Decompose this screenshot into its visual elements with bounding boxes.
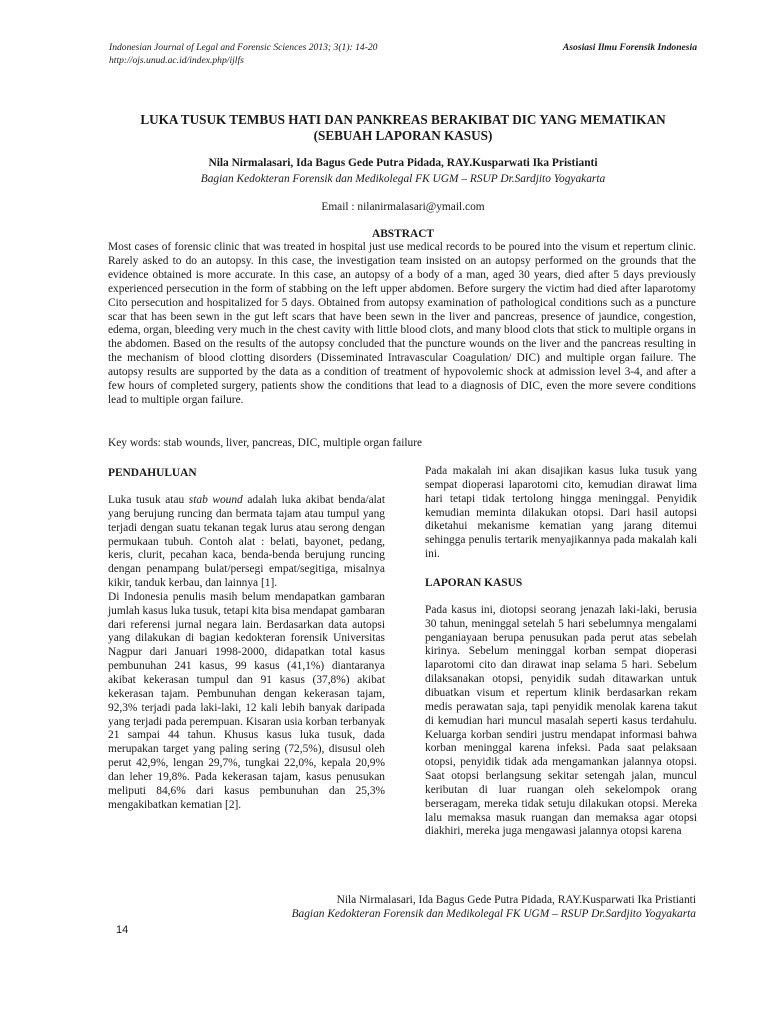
- right-column: [425, 465, 697, 839]
- stab-wound-term: stab wound: [188, 494, 243, 506]
- section-heading-laporan-kasus: LAPORAN KASUS: [425, 576, 523, 589]
- title-line-2: (SEBUAH LAPORAN KASUS): [313, 128, 493, 143]
- article-title: [100, 112, 706, 144]
- contact-email: Email : nilanirmalasari@ymail.com: [321, 201, 485, 213]
- footer-authors: Nila Nirmalasari, Ida Bagus Gede Putra Pidada, RAY.Kusparwati Ika Pristianti: [336, 894, 696, 906]
- page-number: 14: [116, 924, 129, 936]
- journal-url: http://ojs.unud.ac.id/index.php/ijlfs: [109, 55, 244, 66]
- author-affiliation: Bagian Kedokteran Forensik dan Medikolegal FK UGM – RSUP Dr.Sardjito Yogyakarta: [200, 173, 606, 185]
- abstract-text: Most cases of forensic clinic that was treated in hospital just use medical records to be poured into the visum et repertum clinic. Rarely asked to do an autopsy. In this case, the investigation team insisted on an autopsy performed on the grounds that the evidence obtained is more accurate. In this case, an autopsy of a body of a man, aged 30 years, died after 5 days previously experienced persecution in the form of stabbing on the left upper abdomen. Before surgery the victim had died after laparotomy Cito persecution and hospitalized for 5 days. Obtained from autopsy examination of pathological conditions such as a puncture scar that has been sewn in the gut left scars that have been sewn in the liver and pancreas, presence of jaundice, congestion, edema, organ, bleeding very much in the chest cavity with little blood clots, and many blood clots that stick to multiple organs in the abdomen. Based on the results of the autopsy concluded that the puncture wounds on the liver and the pancreas resulting in the mechanism of blood clotting disorders (Disseminated Intravascular Coagulation/ DIC) and multiple organ failure. The autopsy results are supported by the data as a condition of treatment of hypovolemic shock at admission level 3-4, and after a few hours of completed surgery, patients show the conditions that lead to a diagnosis of DIC, even the more severe conditions lead to multiple organ failure.: [108, 241, 696, 406]
- abstract-heading: ABSTRACT: [371, 228, 435, 240]
- case-report-paragraph: Pada kasus ini, diotopsi seorang jenazah laki-laki, berusia 30 tahun, meninggal setelah 5 hari sebelumnya mengalami penganiayaan berupa penusukan pada perut atas sebelah kirinya. Sebelum meninggal korban sempat dioperasi laparotomi cito dan dirawat inap selama 5 hari. Sebelum dilaksanakan otopsi, penyidik sudah ditawarkan untuk dibuatkan visum et repertum klinik berdasarkan rekam medis perawatan saja, tapi penyidik menolak karena takut di kemudian hari muncul masalah seperti kasus terdahulu. Keluarga korban sendiri justru mendapat informasi bahwa korban meninggal karena infeksi. Pada saat pelaksaan otopsi, penyidik tidak ada mengamankan jalannya otopsi. Saat otopsi berlangsung sekitar setengah jalan, muncul keributan di luar ruangan oleh sekelompok orang berseragam, mereka tidak setuju dilakukan otopsi. Mereka lalu memaksa masuk ruangan dan memaksa agar otopsi diakhiri, mereka juga mengawasi jalannya otopsi karena: [425, 603, 697, 838]
- intro-paragraph-1: Luka tusuk atau stab wound adalah luka akibat benda/alat yang berujung runcing dan bermata tajam atau tumpul yang terjadi dengan suatu tekanan tegak lurus atau serong dengan permukaan tubuh. Contoh alat : belati, bayonet, pedang, keris, clurit, pecahan kaca, benda-benda berujung runcing dengan penampang bulat/persegi empat/segitiga, misalnya kikir, tanduk kerbau, dan lainnya [1].: [108, 494, 386, 590]
- title-line-1: LUKA TUSUK TEMBUS HATI DAN PANKREAS BERAKIBAT DIC YANG MEMATIKAN: [140, 112, 666, 127]
- author-list: Nila Nirmalasari, Ida Bagus Gede Putra Pidada, RAY.Kusparwati Ika Pristianti: [208, 157, 598, 169]
- keywords: Key words: stab wounds, liver, pancreas, DIC, multiple organ failure: [108, 437, 423, 449]
- journal-citation: Indonesian Journal of Legal and Forensic Sciences 2013; 3(1): 14-20: [109, 42, 378, 53]
- association-name: Asosiasi Ilmu Forensik Indonesia: [562, 42, 697, 53]
- section-heading-pendahuluan: PENDAHULUAN: [108, 467, 197, 479]
- left-column: [108, 466, 385, 812]
- intro-paragraph-2: Di Indonesia penulis masih belum mendapatkan gambaran jumlah kasus luka tusuk, tetapi kita bisa mendapat gambaran dari referensi jurnal negara lain. Berdasarkan data autopsi yang dilakukan di bagian kedokteran forensik Universitas Nagpur dari Januari 1998-2000, didapatkan total kasus pembunuhan 241 kasus, 99 kasus (41,1%) diantaranya akibat kekerasan tumpul dan 91 kasus (37,8%) akibat kekerasan tajam. Pembunuhan dengan kekerasan tajam, 92,3% terjadi pada laki-laki, 12 kali lebih banyak daripada yang terjadi pada perempuan. Kisaran usia korban terbanyak 21 sampai 44 tahun. Khusus kasus luka tusuk, dada merupakan target yang paling sering (72,5%), disusul oleh perut 42,9%, lengan 29,7%, tungkai 22,0%, kepala 20,9% dan leher 19,8%. Pada kekerasan tajam, kasus penusukan meliputi 84,6% dari kasus pembunuhan dan 25,3% mengakibatkan kematian [2].: [108, 590, 385, 811]
- footer-affiliation: Bagian Kedokteran Forensik dan Medikolegal FK UGM – RSUP Dr.Sardjito Yogyakarta: [291, 908, 696, 920]
- intro-paragraph-3: Pada makalah ini akan disajikan kasus luka tusuk yang sempat dioperasi laparotomi cito, kemudian dirawat lima hari tetapi tidak tertolong hingga meninggal. Penyidik kemudian meminta dilakukan otopsi. Dari hasil autopsi diketahui mekanisme kematian yang jarang ditemui sehingga penulis tertarik menyajikannya pada makalah kali ini.: [425, 465, 697, 561]
